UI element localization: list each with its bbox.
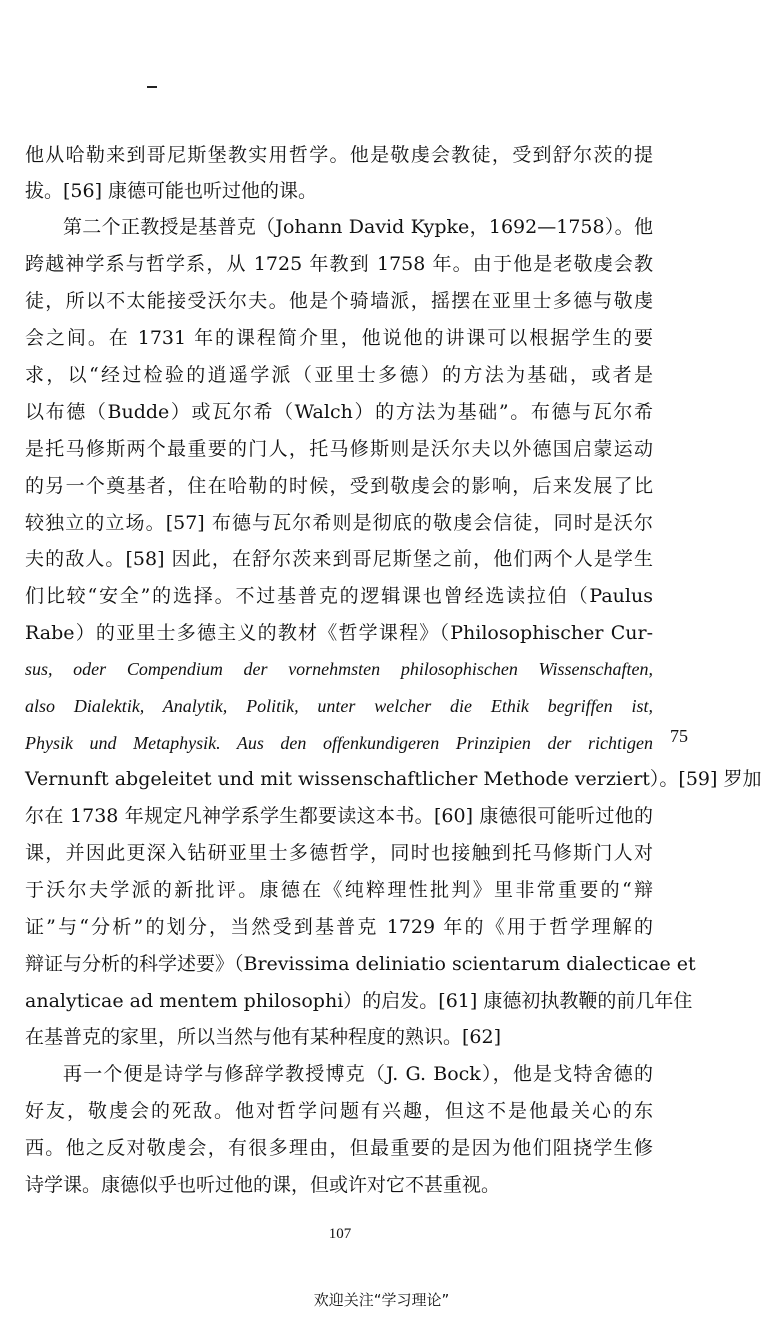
text-line: 会之间。在 1731 年的课程简介里，他说他的讲课可以根据学生的要 <box>25 327 653 349</box>
text-line: 较独立的立场。[57] 布德与瓦尔希则是彻底的敬虔会信徒，同时是沃尔 <box>25 512 653 534</box>
text-line: also Dialektik, Analytik, Politik, unter welcher die Ethik begriffen ist, <box>25 696 653 716</box>
text-line: 再一个便是诗学与修辞学教授博克（J. G. Bock），他是戈特舍德的 <box>63 1063 653 1085</box>
text-line: 跨越神学系与哲学系，从 1725 年教到 1758 年。由于他是老敬虔会教 <box>25 253 653 275</box>
text-line: 辩证与分析的科学述要》（Brevissima deliniatio scientarum dialecticae et <box>25 953 696 975</box>
text-line: 西。他之反对敬虔会，有很多理由，但最重要的是因为他们阻挠学生修 <box>25 1137 653 1159</box>
text-line: 好友，敬虔会的死敌。他对哲学问题有兴趣，但这不是他最关心的东 <box>25 1100 653 1122</box>
text-line: Rabe）的亚里士多德主义的教材《哲学课程》（Philosophischer Cur- <box>25 622 653 644</box>
text-line: 求，以“经过检验的逍遥学派（亚里士多德）的方法为基础，或者是 <box>25 364 653 386</box>
margin-page-number: 75 <box>670 726 688 746</box>
text-line: 于沃尔夫学派的新批评。康德在《纯粹理性批判》里非常重要的“辩 <box>25 879 653 901</box>
text-line: 尔在 1738 年规定凡神学系学生都要读这本书。[60] 康德很可能听过他的 <box>25 805 653 827</box>
footer-watermark: 欢迎关注“学习理论” <box>313 1291 450 1309</box>
text-line: 诗学课。康德似乎也听过他的课，但或许对它不甚重视。 <box>25 1174 501 1196</box>
text-line: Physik und Metaphysik. Aus den offenkundigeren Prinzipien der richtigen <box>25 733 653 753</box>
text-line: 以布德（Budde）或瓦尔希（Walch）的方法为基础”。布德与瓦尔希 <box>25 401 653 423</box>
text-line: 拔。[56] 康德可能也听过他的课。 <box>25 180 318 202</box>
text-line: 在基普克的家里，所以当然与他有某种程度的熟识。[62] <box>25 1026 502 1048</box>
text-line: 课，并因此更深入钻研亚里士多德哲学，同时也接触到托马修斯门人对 <box>25 842 653 864</box>
text-line: analyticae ad mentem philosophi）的启发。[61] 康德初执教鞭的前几年住 <box>25 990 693 1012</box>
text-line: 徒，所以不太能接受沃尔夫。他是个骑墙派，摇摆在亚里士多德与敬虔 <box>25 290 653 312</box>
text-line: 夫的敌人。[58] 因此，在舒尔茨来到哥尼斯堡之前，他们两个人是学生 <box>25 548 653 570</box>
scan-mark <box>147 86 157 88</box>
text-line: 他从哈勒来到哥尼斯堡教实用哲学。他是敬虔会教徒，受到舒尔茨的提 <box>25 144 653 166</box>
text-line: 的另一个奠基者，住在哈勒的时候，受到敬虔会的影响，后来发展了比 <box>25 475 653 497</box>
text-line: 证”与“分析”的划分，当然受到基普克 1729 年的《用于哲学理解的 <box>25 916 653 938</box>
page-number: 107 <box>328 1226 352 1242</box>
text-line: sus, oder Compendium der vornehmsten philosophischen Wissenschaften, <box>25 659 653 679</box>
text-line: 们比较“安全”的选择。不过基普克的逻辑课也曾经选读拉伯（Paulus <box>25 585 653 607</box>
text-line: 是托马修斯两个最重要的门人，托马修斯则是沃尔夫以外德国启蒙运动 <box>25 438 653 460</box>
text-line: Vernunft abgeleitet und mit wissenschaftlicher Methode verziert）。[59] 罗加 <box>25 768 762 790</box>
text-line: 第二个正教授是基普克（Johann David Kypke，1692—1758）。他 <box>63 216 653 238</box>
